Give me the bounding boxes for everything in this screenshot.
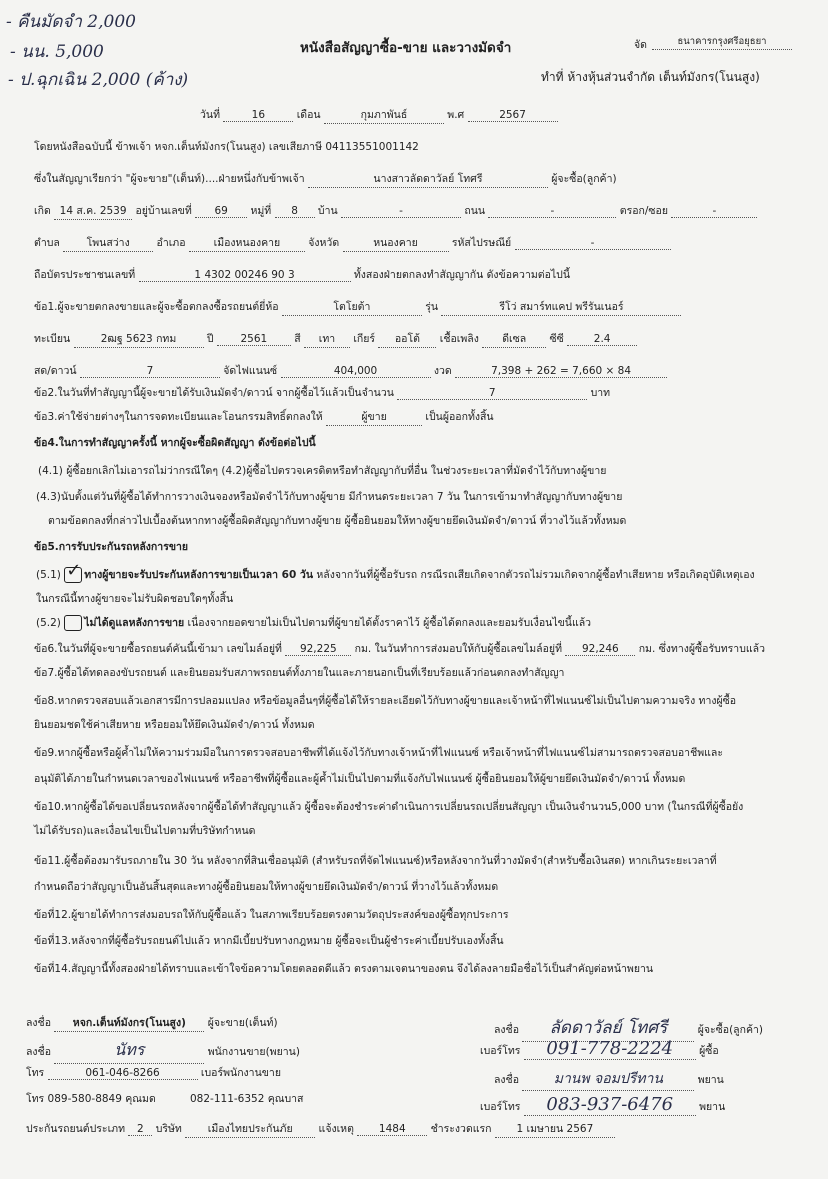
seller-name: หจก.เต็นท์มังกร(โนนสูง)	[54, 1014, 204, 1032]
day-value: 16	[223, 109, 293, 122]
seller-sign-row	[26, 1014, 278, 1032]
witness-signature: มานพ จอมปรีทาน	[522, 1068, 694, 1091]
date-row	[200, 106, 558, 124]
jad-field	[652, 34, 792, 50]
buyer-phone: 091-778-2224	[524, 1038, 696, 1060]
ban-value: -	[341, 205, 461, 218]
clause5-2-text: เนื่องจากยอดขายไม่เป็นไปตามที่ผู้ขายได้ตั้งราคาไว้ ผู้ซื้อได้ตกลงและยอมรับเงื่อนไขนี้แล้ว	[184, 617, 592, 629]
amphoe-value: เมืองหนองคาย	[189, 234, 305, 252]
clause3-suffix: เป็นผู้ออกทั้งสิ้น	[425, 411, 494, 423]
clause5-2-num: (5.2)	[36, 617, 61, 629]
year-label: พ.ศ	[447, 109, 465, 121]
clause6-row	[34, 640, 765, 657]
house-value: 69	[195, 205, 247, 218]
clause4-line2: (4.3)นับตั้งแต่วันที่ผู้ซื้อได้ทำการวางเงินจองหรือมัดจำไว้กับทางผู้ขาย มีกำหนดระยะเวลา 7 วัน ในการเข้ามาทำสัญญากับทางผู้ขาย	[36, 491, 623, 503]
clause3-row	[34, 408, 494, 426]
first-payment-label: ชำระงวดแรก	[430, 1123, 492, 1135]
color-value: เทา	[304, 330, 350, 348]
down-label: สด/ดาวน์	[34, 365, 77, 377]
born-label: เกิด	[34, 205, 51, 217]
buyer-signature: ลัดดาวัลย์ โทศรี	[522, 1014, 694, 1042]
buyer-role: ผู้จะซื้อ(ลูกค้า)	[697, 1024, 763, 1036]
born-value: 14 ส.ค. 2539	[54, 202, 132, 220]
soi-value: -	[671, 205, 757, 218]
mileage-in: 92,225	[285, 643, 351, 656]
reg-label: ทะเบียน	[34, 333, 71, 345]
clause14: ข้อที่14.สัญญานี้ทั้งสองฝ่ายได้ทราบและเข้าใจข้อความโดยตลอดดีแล้ว ตรงตามเจตนาของตน จึงได้ลงลายมือชื่อไว้เป็นสำคัญต่อหน้าพยาน	[34, 963, 654, 975]
gear-value: ออโต้	[378, 330, 436, 348]
clause8-line2: ยินยอมชดใช้ค่าเสียหาย หรือยอมให้ยึดเงินมัดจำ/ดาวน์ ทั้งหมด	[34, 719, 315, 731]
clause10-line2: ไม่ได้รับรถ)และเงื่อนไขเป็นไปตามที่บริษัทกำหนด	[34, 825, 256, 837]
deposit-amount: 7	[397, 387, 587, 400]
car-brand: โตโยต้า	[282, 298, 422, 316]
jad-label: จัด	[634, 39, 647, 51]
clause9-line2: อนุมัติได้ภายในกำหนดเวลาของไฟแนนซ์ หรืออาชีพที่ผู้ซื้อและผู้ค้ำไม่เป็นไปตามที่แจ้งกับไฟแนนซ์ ผู้ซื้อยินยอมให้ผู้ขายยึดเงินมัดจำ/ดาวน์ ทั้งหมด	[34, 773, 686, 785]
clause5-title: ข้อ5.การรับประกันรถหลังการขาย	[34, 541, 189, 553]
note-return-deposit: - คืนมัดจำ 2,000	[6, 12, 136, 32]
road-value: -	[488, 205, 616, 218]
ban-label: บ้าน	[317, 205, 338, 217]
clause5-1-num: (5.1)	[36, 569, 61, 581]
insurance-label: ประกันรถยนต์ประเภท	[26, 1123, 126, 1135]
idcard-row	[34, 266, 570, 283]
tel-label: เบอร์โทร	[480, 1101, 521, 1113]
idcard-suffix: ทั้งสองฝ่ายตกลงทำสัญญากัน ดังข้อความต่อไปนี้	[353, 269, 571, 281]
clause13: ข้อที่13.หลังจากที่ผู้ซื้อรับรถยนต์ไปแล้ว หากมีเบี้ยปรับทางกฎหมาย ผู้ซื้อจะเป็นผู้ชำระค่าเบี้ยปรับเองทั้งสิ้น	[34, 935, 504, 947]
sign-label: ลงชื่อ	[494, 1074, 519, 1086]
clause4-title: ข้อ4.ในการทำสัญญาครั้งนี้ หากผู้จะซื้อผิดสัญญา ดังข้อต่อไปนี้	[34, 437, 316, 449]
check-icon: ✓	[66, 560, 82, 581]
clause5-2-bold: ไม่ได้ดูแลหลังการขาย	[84, 617, 185, 629]
party-row	[34, 170, 617, 188]
clause12: ข้อที่12.ผู้ขายได้ทำการส่งมอบรถให้กับผู้ซื้อแล้ว ในสภาพเรียบร้อยตรงตามวัตถุประสงค์ของผู้ซื้อทุกประการ	[34, 909, 509, 921]
intro-line: โดยหนังสือฉบับนี้ ข้าพเจ้า หจก.เต็นท์มังกร(โนนสูง) เลขเสียภาษี 04113551001142	[34, 141, 419, 153]
installment-value: 7,398 + 262 = 7,660 × 84	[455, 365, 667, 378]
house-label: อยู่บ้านเลขที่	[135, 205, 192, 217]
clause5-1-bold: ทางผู้ขายจะรับประกันหลังการขายเป็นเวลา 60 วัน	[84, 569, 313, 581]
car-model: รีโว่ สมาร์ทแคป พรีรันเนอร์	[441, 298, 681, 316]
zip-label: รหัสไปรษณีย์	[451, 237, 512, 249]
clause8-line1: ข้อ8.หากตรวจสอบแล้วเอกสารมีการปลอมแปลง หรือข้อมูลอื่นๆที่ผู้ซื้อได้ให้รายละเอียดไว้กับทางผู้ขายและเจ้าหน้าที่ไฟแนนซ์ไม่เป็นไปตามความจริง ทางผู้ซื้อ	[34, 695, 737, 707]
car-row-1	[34, 298, 681, 316]
insurance-company: เมืองไทยประกันภัย	[185, 1120, 315, 1138]
baht-unit: บาท	[590, 387, 611, 399]
car-year-label: ปี	[206, 333, 214, 345]
day-label: วันที่	[200, 109, 220, 121]
fuel-label: เชื้อเพลิง	[439, 333, 479, 345]
idcard-value: 1 4302 00246 90 3	[139, 269, 351, 282]
buyer-phone-row	[480, 1038, 719, 1060]
staff-phone: 061-046-8266	[48, 1067, 198, 1080]
address-row-1	[34, 202, 757, 220]
clause6-text-c: กม. ซึ่งทางผู้ซื้อรับทราบแล้ว	[638, 643, 765, 655]
clause2-row	[34, 384, 610, 401]
staff-phone-row	[26, 1064, 281, 1081]
cc-value: 2.4	[567, 333, 637, 346]
buyer-phone-role: ผู้ซื้อ	[699, 1045, 719, 1057]
car-year-value: 2561	[217, 333, 291, 346]
car-row-2	[34, 330, 637, 348]
sign-label: ลงชื่อ	[26, 1046, 51, 1058]
finance-label: จัดไฟแนนซ์	[223, 365, 278, 377]
bank-name: ธนาคารกรุงศรีอยุธยา	[652, 34, 792, 50]
clause2-text: ข้อ2.ในวันที่ทำสัญญานี้ผู้จะขายได้รับเงินมัดจำ/ดาวน์ จากผู้ซื้อไว้แล้วเป็นจำนวน	[34, 387, 394, 399]
notify-number: 1484	[357, 1123, 427, 1136]
witness-phone-row	[480, 1094, 725, 1116]
clause10-line1: ข้อ10.หากผู้ซื้อได้ขอเปลี่ยนรถหลังจากผู้ซื้อได้ทำสัญญาแล้ว ผู้ซื้อจะต้องชำระค่าดำเนินการเปลี่ยนรถเปลี่ยนสัญญา เป็นเงินจำนวน5,000 บาท (ในกรณีที่ผู้ซื้อยัง	[34, 801, 744, 813]
first-payment-date: 1 เมษายน 2567	[495, 1120, 615, 1138]
clause5-2-line	[36, 614, 591, 631]
clause6-text-a: ข้อ6.ในวันที่ผู้จะขายซื้อรถยนต์คันนี้เข้ามา เลขไมล์อยู่ที่	[34, 643, 282, 655]
month-label: เดือน	[296, 109, 321, 121]
cc-label: ซีซี	[549, 333, 564, 345]
zip-value: -	[515, 237, 671, 250]
idcard-label: ถือบัตรประชาชนเลขที่	[34, 269, 136, 281]
tel-label: เบอร์โทร	[480, 1045, 521, 1057]
clause1-label: ข้อ1.ผู้จะขายตกลงขายและผู้จะซื้อตกลงซื้อรถยนต์ยี่ห้อ	[34, 301, 279, 313]
installment-label: งวด	[433, 365, 452, 377]
clause4-line3: ตามข้อตกลงที่กล่าวไปเบื้องต้นหากทางผู้ซื้อผิดสัญญากับทางผู้ขาย ผู้ซื้อยินยอมให้ทางผู้ขายยึดเงินมัดจำ/ดาวน์ ที่วางไว้แล้วทั้งหมด	[48, 515, 627, 527]
month-value: กุมภาพันธ์	[324, 106, 444, 124]
model-label: รุ่น	[425, 301, 439, 313]
contact-2: 082-111-6352 คุณบาส	[190, 1093, 304, 1105]
finance-value: 404,000	[281, 365, 431, 378]
soi-label: ตรอก/ซอย	[619, 205, 669, 217]
clause11-line2: กำหนดถือว่าสัญญาเป็นอันสิ้นสุดและทางผู้ซื้อยินยอมให้ทางผู้ขายยึดเงินมัดจำ/ดาวน์ ที่วางไว้แล้วทั้งหมด	[34, 881, 499, 893]
party-prefix: ซึ่งในสัญญาเรียกว่า "ผู้จะขาย"(เต็นท์)....ฝ่ายหนึ่งกับข้าพเจ้า	[34, 173, 305, 185]
phone-label: โทร	[26, 1067, 45, 1079]
witness-sign-row	[494, 1068, 724, 1091]
clause6-text-b: กม. ในวันทำการส่งมอบให้กับผู้ซื้อเลขไมล์อยู่ที่	[354, 643, 563, 655]
clause5-1-line2: ในกรณีนี้ทางผู้ขายจะไม่รับผิดชอบใดๆทั้งสิ้น	[36, 593, 234, 605]
province-value: หนองคาย	[343, 234, 449, 252]
witness-role: พยาน	[697, 1074, 724, 1086]
note-emergency: - ป.ฉุกเฉิน 2,000 (ค้าง)	[8, 70, 189, 90]
fee-payer: ผู้ขาย	[326, 408, 422, 426]
note-weight: - นน. 5,000	[10, 42, 104, 62]
fuel-value: ดีเซล	[482, 330, 546, 348]
company-label: บริษัท	[155, 1123, 182, 1135]
moo-label: หมู่ที่	[250, 205, 272, 217]
made-at: ทำที่ ห้างหุ้นส่วนจำกัด เต็นท์มังกร(โนนสูง)	[541, 70, 760, 84]
road-label: ถนน	[464, 205, 486, 217]
clause11-line1: ข้อ11.ผู้ซื้อต้องมารับรถภายใน 30 วัน หลังจากที่สินเชื่ออนุมัติ (สำหรับรถที่จัดไฟแนนซ์)หรือหลังจากวันที่วางมัดจำ(สำหรับซื้อเงินสด) หากเกินระยะเวลาที่	[34, 855, 717, 867]
witness-phone-role: พยาน	[699, 1101, 726, 1113]
tambon-label: ตำบล	[34, 237, 60, 249]
seller-role: ผู้จะขาย(เต็นท์)	[207, 1017, 278, 1029]
province-label: จังหวัด	[308, 237, 340, 249]
buyer-name: นางสาวลัดดาวัลย์ โทศรี	[308, 170, 548, 188]
year-value: 2567	[468, 109, 558, 122]
no-warranty-checkbox[interactable]	[64, 615, 82, 631]
insurance-row	[26, 1120, 615, 1138]
warranty-checkbox[interactable]	[64, 560, 82, 583]
party-suffix: ผู้จะซื้อ(ลูกค้า)	[551, 173, 617, 185]
car-row-3	[34, 362, 667, 379]
gear-label: เกียร์	[353, 333, 376, 345]
staff-sign-row	[26, 1038, 300, 1064]
clause4-line1: (4.1) ผู้ซื้อยกเลิกไม่เอารถไม่ว่ากรณีใดๆ (4.2)ผู้ซื้อไปตรวจเครดิตหรือทำสัญญากับที่อื่น ในช่วงระยะเวลาที่มัดจำไว้กับทางผู้ขาย	[38, 465, 607, 477]
mileage-out: 92,246	[565, 643, 635, 656]
clause5-1-line	[36, 560, 755, 583]
down-value: 7	[80, 365, 220, 378]
sign-label: ลงชื่อ	[494, 1024, 519, 1036]
clause3-text: ข้อ3.ค่าใช้จ่ายต่างๆในการจดทะเบียนและโอนกรรมสิทธิ์ตกลงให้	[34, 411, 323, 423]
clause9-line1: ข้อ9.หากผู้ซื้อหรือผู้ค้ำไม่ให้ความร่วมมือในการตรวจสอบอาชีพที่ได้แจ้งไว้กับทางเจ้าหน้าที่ไฟแนนซ์ หรือเจ้าหน้าที่ไฟแนนซ์ไม่สามารถตรวจสอบอาชีพและ	[34, 747, 723, 759]
staff-signature: นัทร	[54, 1038, 204, 1064]
moo-value: 8	[275, 205, 315, 218]
notify-label: แจ้งเหตุ	[318, 1123, 354, 1135]
address-row-2	[34, 234, 671, 252]
staff-phone-role: เบอร์พนักงานขาย	[200, 1067, 281, 1079]
reg-value: 2ฒฐ 5623 กทม	[74, 330, 204, 348]
clause5-1-text: หลังจากวันที่ผู้ซื้อรับรถ กรณีรถเสียเกิดจากตัวรถไม่รวมเกิดจากผู้ซื้อทำเสียหาย หรือเกิดอุบัติเหตุเอง	[313, 569, 755, 581]
contact-1: โทร 089-580-8849 คุณมด	[26, 1093, 156, 1105]
staff-role: พนักงานขาย(พยาน)	[207, 1046, 300, 1058]
sign-label: ลงชื่อ	[26, 1017, 51, 1029]
color-label: สี	[294, 333, 301, 345]
document-title: หนังสือสัญญาซื้อ-ขาย และวางมัดจำ	[300, 40, 512, 56]
amphoe-label: อำเภอ	[156, 237, 186, 249]
tambon-value: โพนสว่าง	[63, 234, 153, 252]
insurance-type: 2	[128, 1123, 152, 1136]
clause7: ข้อ7.ผู้ซื้อได้ทดลองขับรถยนต์ และยินยอมรับสภาพรถยนต์ทั้งภายในและภายนอกเป็นที่เรียบร้อยแล้วก่อนตกลงทำสัญญา	[34, 667, 565, 679]
witness-phone: 083-937-6476	[524, 1094, 696, 1116]
